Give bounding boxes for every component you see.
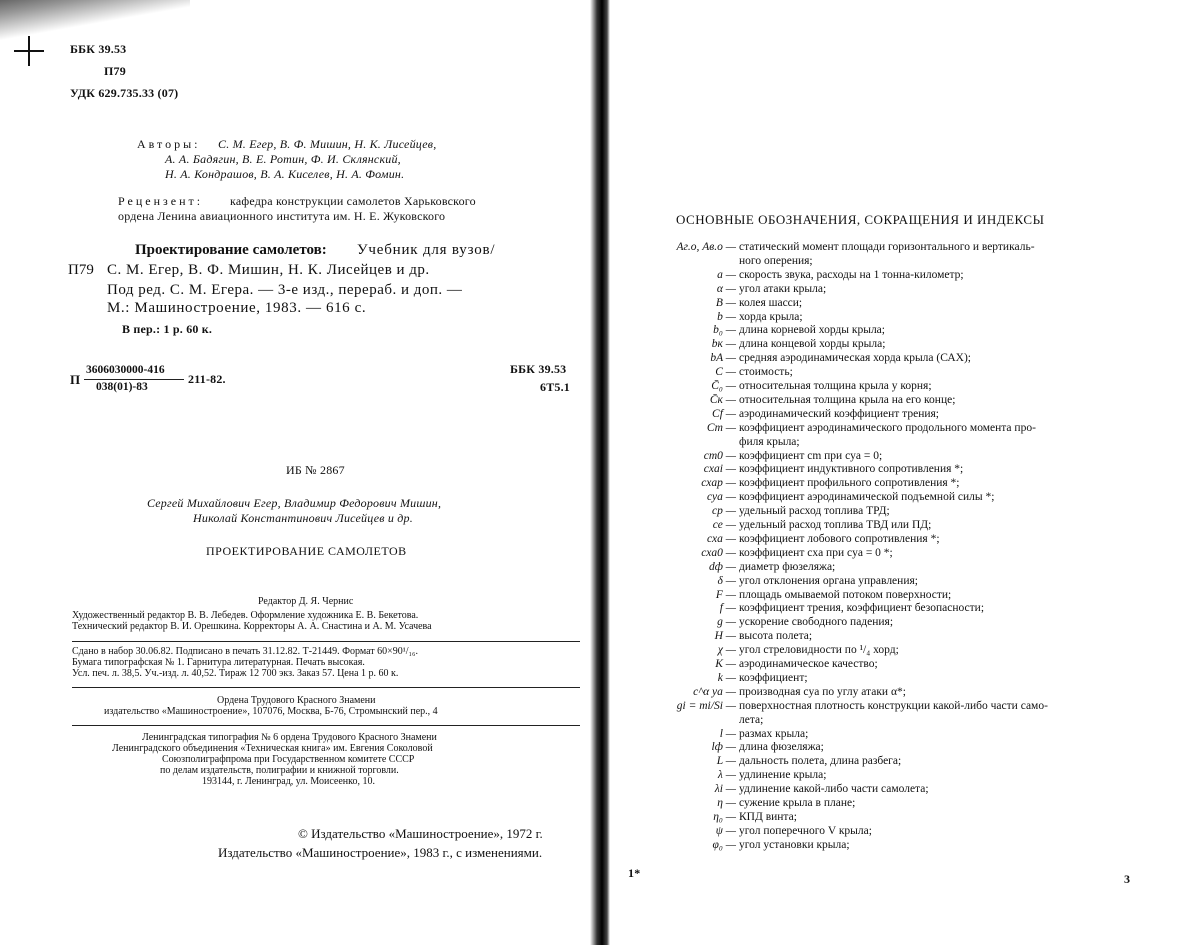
symbol-definition: коэффициент трения, коэффициент безопасности; <box>739 602 985 615</box>
symbol-row <box>640 714 1140 728</box>
symbol-term: Aг.о, Aв.о — <box>676 241 736 253</box>
symbol-term: ψ — <box>715 824 736 837</box>
class-code: 6Т5.1 <box>540 380 571 394</box>
section-heading: ОСНОВНЫЕ ОБОЗНАЧЕНИЯ, СОКРАЩЕНИЯ И ИНДЕКСЫ <box>676 212 1045 227</box>
reviewer-line: ордена Ленина авиационного института им. Н. Е. Жуковского <box>118 209 446 223</box>
printer-line: по делам издательств, полиграфии и книжной торговли. <box>160 765 399 776</box>
authors-full-line: Николай Константинович Лисейцев и др. <box>193 511 413 525</box>
publisher-line: издательство «Машиностроение», 107076, Москва, Б-76, Стромынский пер., 4 <box>104 706 438 717</box>
symbol-row <box>640 269 1140 283</box>
symbol-row <box>640 839 1140 853</box>
symbol-term <box>640 255 739 269</box>
symbol-row <box>640 630 1140 644</box>
book-desc-line: С. М. Егер, В. Ф. Мишин, Н. К. Лисейцев и др. <box>107 262 430 278</box>
printer-line: 193144, г. Ленинград, ул. Моисеенко, 10. <box>202 776 375 787</box>
symbol-row <box>640 741 1140 755</box>
symbol-definition: коэффициент аэродинамической подъемной силы *; <box>739 491 995 504</box>
symbol-row <box>640 450 1140 464</box>
symbol-definition: статический момент площади горизонтального и вертикаль- <box>739 241 1035 253</box>
symbol-definition: удлинение крыла; <box>739 769 827 782</box>
udk-code: УДК 629.735.33 (07) <box>70 86 179 100</box>
symbol-term: c^α ya — <box>693 685 736 698</box>
authors-label: Авторы: <box>137 137 201 151</box>
symbol-term: dф — <box>708 560 736 573</box>
symbol-term: C — <box>715 366 736 379</box>
symbol-definition: скорость звука, расходы на 1 тонна-километр; <box>739 268 964 281</box>
printer-line: Ленинградская типография № 6 ордена Трудового Красного Знамени <box>142 732 437 743</box>
symbol-row <box>640 283 1140 297</box>
symbol-term: λi — <box>714 783 736 796</box>
book-spine-gutter <box>590 0 610 945</box>
symbol-term: gi = mi/Si — <box>676 699 736 712</box>
printer-line: Ленинградского объединения «Техническая книга» им. Евгения Соколовой <box>112 743 433 754</box>
symbol-definition: коэффициент cm при cya = 0; <box>739 449 883 462</box>
symbol-definition: ускорение свободного падения; <box>739 616 894 629</box>
symbol-row <box>640 547 1140 561</box>
symbol-row <box>640 644 1140 658</box>
symbol-row <box>640 811 1140 825</box>
ib-number: ИБ № 2867 <box>286 463 345 477</box>
symbol-term: L — <box>716 755 736 768</box>
symbol-term: F — <box>715 588 736 601</box>
symbol-row <box>640 616 1140 630</box>
symbol-term: H — <box>714 630 736 643</box>
symbol-row <box>640 769 1140 783</box>
authors-line: Н. А. Кондрашов, В. А. Киселев, Н. А. Фомин. <box>165 167 405 181</box>
symbol-row <box>640 728 1140 742</box>
symbol-term: cya — <box>706 491 736 504</box>
index-denominator: 038(01)-83 <box>96 381 148 393</box>
symbol-row <box>640 324 1140 338</box>
symbol-definition: лета; <box>739 713 764 726</box>
symbol-term: φ₀ — <box>712 838 736 851</box>
symbol-term: B — <box>715 296 736 309</box>
book-title: Проектирование самолетов: <box>135 242 327 258</box>
publisher-line: Ордена Трудового Красного Знамени <box>217 695 376 706</box>
divider <box>72 687 580 688</box>
symbol-term: C̄₀ — <box>711 380 736 392</box>
symbol-term: δ — <box>717 574 736 587</box>
symbol-row <box>640 477 1140 491</box>
symbol-definition: угол атаки крыла; <box>739 282 827 295</box>
symbol-definition: угол отклонения органа управления; <box>739 574 918 587</box>
symbol-row <box>640 297 1140 311</box>
symbol-row <box>640 352 1140 366</box>
print-info-line: Усл. печ. л. 38,5. Уч.-изд. л. 40,52. Тираж 12 700 экз. Заказ 57. Цена 1 р. 60 к. <box>72 668 399 679</box>
symbol-definition: средняя аэродинамическая хорда крыла (САХ); <box>739 352 971 365</box>
signature-mark: 1* <box>628 866 641 880</box>
symbol-definition: хорда крыла; <box>739 310 803 323</box>
page-number: 3 <box>1124 872 1131 886</box>
editor: Редактор Д. Я. Чернис <box>258 596 354 607</box>
symbol-term: f — <box>719 602 736 615</box>
symbol-term: Cm — <box>706 421 736 434</box>
registration-mark-icon <box>14 36 44 66</box>
symbol-row <box>640 602 1140 616</box>
divider <box>72 641 580 642</box>
symbol-row <box>640 408 1140 422</box>
symbol-term: C̄к — <box>709 393 736 406</box>
symbol-row <box>640 658 1140 672</box>
credits-line: Технический редактор В. И. Орешкина. Корректоры А. А. Снастина и А. М. Усачева <box>72 621 432 632</box>
symbol-row <box>640 394 1140 408</box>
symbol-term: a — <box>717 268 736 281</box>
index-numerator: 3606030000-416 <box>86 364 165 376</box>
index-suffix: 211-82. <box>188 372 226 386</box>
symbol-definition: коэффициент; <box>739 671 808 684</box>
symbol-term: Cf — <box>712 407 736 420</box>
symbol-term: α — <box>716 282 736 295</box>
symbol-definition: длина концевой хорды крыла; <box>739 338 886 351</box>
symbol-definition: КПД винта; <box>739 810 797 823</box>
symbol-row <box>640 519 1140 533</box>
symbol-definition: длина фюзеляжа; <box>739 741 824 754</box>
symbol-definition: коэффициент профильного сопротивления *; <box>739 477 960 490</box>
authors-line: А. А. Бадягин, В. Е. Ротин, Ф. И. Склянский, <box>165 152 401 166</box>
symbol-row <box>640 366 1140 380</box>
symbol-row <box>640 255 1140 269</box>
symbol-definition: филя крыла; <box>739 435 800 448</box>
book-desc-line: Учебник для вузов/ <box>357 242 496 258</box>
symbol-row <box>640 241 1140 255</box>
symbol-row <box>640 436 1140 450</box>
symbol-row <box>640 311 1140 325</box>
symbol-definition: относительная толщина крыла на его конце; <box>739 393 956 406</box>
symbol-definition: площадь омываемой потоком поверхности; <box>739 588 952 601</box>
symbol-row <box>640 783 1140 797</box>
symbol-definition: поверхностная плотность конструкции какой-либо части само- <box>739 699 1048 712</box>
symbol-term: η — <box>717 797 736 809</box>
symbol-row <box>640 755 1140 769</box>
print-info-line: Бумага типографская № 1. Гарнитура литературная. Печать высокая. <box>72 657 365 668</box>
symbol-term: b₀ — <box>713 324 736 337</box>
symbol-definition: стоимость; <box>739 366 793 379</box>
symbol-row <box>640 505 1140 519</box>
symbol-term: cxai — <box>703 463 736 476</box>
bbk-code-2: ББК 39.53 <box>510 362 567 376</box>
scan-shadow <box>0 0 190 40</box>
credits-line: Художественный редактор В. В. Лебедев. Оформление художника Е. В. Бекетова. <box>72 610 419 621</box>
symbol-term: bA — <box>710 352 736 365</box>
symbol-term: ce — <box>712 519 736 531</box>
reviewer-label: Рецензент: <box>118 194 204 208</box>
symbol-definition: коэффициент лобового сопротивления *; <box>739 532 940 545</box>
book-mark: П79 <box>68 262 94 278</box>
symbol-row <box>640 463 1140 477</box>
printer-line: Союзполиграфпрома при Государственном комитете СССР <box>162 754 415 765</box>
symbol-term: cp — <box>712 505 736 518</box>
symbol-definition: удельный расход топлива ТРД; <box>739 505 890 518</box>
symbol-term: cm0 — <box>703 449 736 462</box>
symbol-row <box>640 686 1140 700</box>
symbol-row <box>640 797 1140 811</box>
symbol-definition: коэффициент индуктивного сопротивления *; <box>739 463 964 476</box>
symbol-definition: длина корневой хорды крыла; <box>739 324 885 337</box>
symbol-term: bк — <box>711 338 736 351</box>
symbol-definition: аэродинамическое качество; <box>739 658 878 670</box>
symbol-row <box>640 825 1140 839</box>
symbol-definition: угол поперечного V крыла; <box>739 824 872 837</box>
symbol-row <box>640 422 1140 436</box>
symbol-definition: дальность полета, длина разбега; <box>739 755 902 768</box>
symbol-definition: размах крыла; <box>739 727 809 740</box>
symbol-term: cxa0 — <box>701 546 736 559</box>
copyright-line: Издательство «Машиностроение», 1983 г., с изменениями. <box>218 845 543 860</box>
authors-full-line: Сергей Михайлович Егер, Владимир Федорович Мишин, <box>147 496 442 510</box>
symbol-term: l — <box>719 727 736 740</box>
symbol-definition: производная cya по углу атаки α*; <box>739 685 906 698</box>
symbol-definition: аэродинамический коэффициент трения; <box>739 407 939 420</box>
symbol-row <box>640 380 1140 394</box>
book-desc-line: М.: Машиностроение, 1983. — 616 с. <box>107 300 367 316</box>
symbol-term: k — <box>717 671 736 684</box>
symbol-row <box>640 700 1140 714</box>
symbol-term: g — <box>717 616 736 629</box>
symbol-definition: удлинение какой-либо части самолета; <box>739 783 929 796</box>
bbk-code: ББК 39.53 <box>70 42 127 56</box>
symbol-definition: угол стреловидности по ¹/₄ хорд; <box>739 644 899 657</box>
copyright-line: © Издательство «Машиностроение», 1972 г. <box>298 826 543 841</box>
symbol-term: lф — <box>711 741 736 754</box>
symbol-definition: удельный расход топлива ТВД или ПД; <box>739 519 932 531</box>
symbol-row <box>640 338 1140 352</box>
symbol-term: K — <box>715 658 736 670</box>
symbol-row <box>640 672 1140 686</box>
authors-line: С. М. Егер, В. Ф. Мишин, Н. К. Лисейцев, <box>218 137 437 151</box>
reviewer-line: кафедра конструкции самолетов Харьковского <box>230 194 476 208</box>
symbol-term: λ — <box>717 769 736 782</box>
symbol-definition: коэффициент аэродинамического продольного момента про- <box>739 421 1036 434</box>
symbol-definition: угол установки крыла; <box>739 838 850 851</box>
symbol-row <box>640 491 1140 505</box>
print-info-line: Сдано в набор 30.06.82. Подписано в печать 31.12.82. Т-21449. Формат 60×90¹/₁₆. <box>72 646 419 657</box>
symbol-term <box>640 714 739 728</box>
index-prefix: П <box>70 372 81 387</box>
symbol-definition: колея шасси; <box>739 296 803 309</box>
symbol-definition: высота полета; <box>739 630 813 643</box>
title-caps: ПРОЕКТИРОВАНИЕ САМОЛЕТОВ <box>206 544 407 558</box>
fraction-bar <box>84 379 184 380</box>
symbol-row <box>640 575 1140 589</box>
symbol-row <box>640 561 1140 575</box>
symbol-definition: ного оперения; <box>739 254 813 267</box>
symbol-definition: сужение крыла в плане; <box>739 797 856 809</box>
symbol-definition: коэффициент cxa при cya = 0 *; <box>739 546 893 559</box>
author-mark: П79 <box>104 64 126 78</box>
symbol-term <box>640 436 739 450</box>
symbol-row <box>640 589 1140 603</box>
symbol-row <box>640 533 1140 547</box>
book-desc-line: Под ред. С. М. Егера. — 3-е изд., перераб. и доп. — <box>107 282 463 298</box>
symbol-term: η₀ — <box>713 810 736 823</box>
symbol-term: χ — <box>717 644 736 657</box>
divider <box>72 725 580 726</box>
symbol-definition: относительная толщина крыла у корня; <box>739 380 932 392</box>
symbol-term: cxa — <box>706 532 736 545</box>
price: В пер.: 1 р. 60 к. <box>122 322 213 336</box>
symbol-definition: диаметр фюзеляжа; <box>739 560 836 573</box>
symbol-term: cxap — <box>701 477 736 490</box>
symbol-term: b — <box>717 310 736 323</box>
